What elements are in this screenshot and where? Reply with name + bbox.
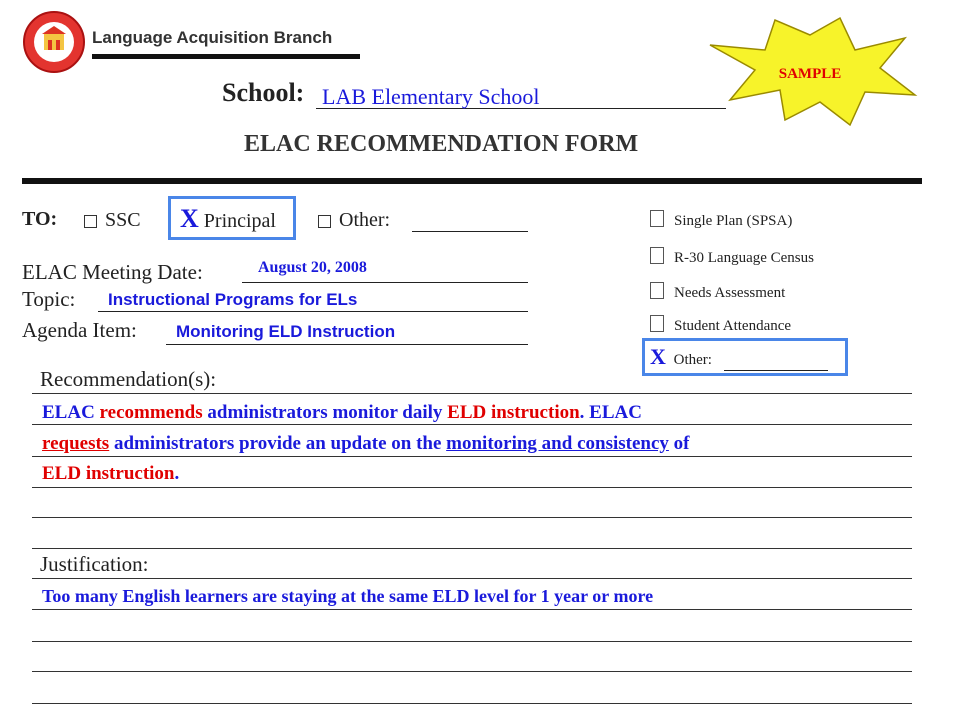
recommendation-line-6 <box>32 548 912 549</box>
branch-title: Language Acquisition Branch <box>92 28 333 47</box>
principal-label: Principal <box>203 210 276 232</box>
agenda-item-line[interactable] <box>166 344 528 345</box>
rec-text: recommends <box>99 402 203 423</box>
meeting-date-label: ELAC Meeting Date: <box>22 260 203 284</box>
checklist-label: Student Attendance <box>674 318 792 334</box>
other-checkbox[interactable] <box>318 215 331 228</box>
rec-text: . <box>174 463 180 484</box>
rec-text: administrators provide an update on the <box>109 433 447 454</box>
checkbox[interactable] <box>650 210 664 227</box>
recommendation-label: Recommendation(s): <box>40 367 217 391</box>
rec-text: monitoring and consistency <box>446 433 669 454</box>
justification-line-2 <box>32 609 912 610</box>
rec-text: administrators monitor daily <box>202 402 448 423</box>
recommendation-line-1 <box>32 393 912 394</box>
checklist-item-r30[interactable] <box>650 247 814 267</box>
justification-text: Too many English learners are staying at the same ELD level for 1 year or more <box>42 586 654 606</box>
principal-x-mark: X <box>180 204 199 233</box>
recommendation-line-4 <box>32 487 912 488</box>
rec-text: . ELAC <box>579 402 642 423</box>
checklist-other-label: Other: <box>673 352 712 368</box>
checklist-other-x-mark: X <box>650 344 666 369</box>
checkbox[interactable] <box>650 282 664 299</box>
other-blank-line[interactable] <box>412 231 528 232</box>
checkbox[interactable] <box>650 315 664 332</box>
recommendation-text-line-2 <box>42 433 689 455</box>
ssc-label: SSC <box>105 209 141 231</box>
recommendation-line-3 <box>32 456 912 457</box>
sample-starburst-badge <box>690 10 930 130</box>
topic-label: Topic: <box>22 287 76 311</box>
other-option[interactable] <box>318 209 390 232</box>
agenda-item-label: Agenda Item: <box>22 318 137 342</box>
checklist-label: Single Plan (SPSA) <box>674 213 793 229</box>
justification-line-5 <box>32 703 912 704</box>
checklist-label: R-30 Language Census <box>674 250 814 266</box>
justification-line-3 <box>32 641 912 642</box>
justification-line-1 <box>32 578 912 579</box>
recommendation-text-line-3 <box>42 463 179 485</box>
recommendation-line-2 <box>32 424 912 425</box>
rec-text: requests <box>42 433 110 454</box>
agenda-item-value: Monitoring ELD Instruction <box>176 322 396 341</box>
checklist-item-other[interactable] <box>650 344 712 370</box>
meeting-date-line[interactable] <box>242 282 528 283</box>
ssc-checkbox[interactable] <box>84 215 97 228</box>
checkbox[interactable] <box>650 247 664 264</box>
checklist-item-student-attendance[interactable] <box>650 315 791 335</box>
rec-text: ELD instruction <box>447 402 580 423</box>
justification-label: Justification: <box>40 552 149 576</box>
meeting-date-value: August 20, 2008 <box>258 259 367 276</box>
other-label: Other: <box>339 209 391 231</box>
checklist-item-needs-assessment[interactable] <box>650 282 785 302</box>
justification-line-4 <box>32 671 912 672</box>
rec-text: ELD instruction <box>42 463 175 484</box>
school-label: School: <box>222 78 305 107</box>
school-value: LAB Elementary School <box>322 84 540 109</box>
district-seal-logo <box>22 10 86 74</box>
rec-text: ELAC <box>42 402 100 423</box>
header-divider <box>22 178 922 184</box>
form-title: ELAC RECOMMENDATION FORM <box>244 131 639 157</box>
sample-label: SAMPLE <box>778 66 842 82</box>
rec-text: of <box>668 433 690 454</box>
recommendation-line-5 <box>32 517 912 518</box>
checklist-label: Needs Assessment <box>674 285 786 301</box>
topic-value: Instructional Programs for ELs <box>108 290 358 309</box>
principal-option[interactable] <box>180 204 276 234</box>
branch-underline <box>92 54 360 59</box>
topic-line[interactable] <box>98 311 528 312</box>
recommendation-text-line-1 <box>42 402 642 424</box>
checklist-other-line[interactable] <box>724 370 828 371</box>
ssc-option[interactable] <box>84 209 141 232</box>
to-label: TO: <box>22 208 58 230</box>
checklist-item-single-plan[interactable] <box>650 210 792 230</box>
